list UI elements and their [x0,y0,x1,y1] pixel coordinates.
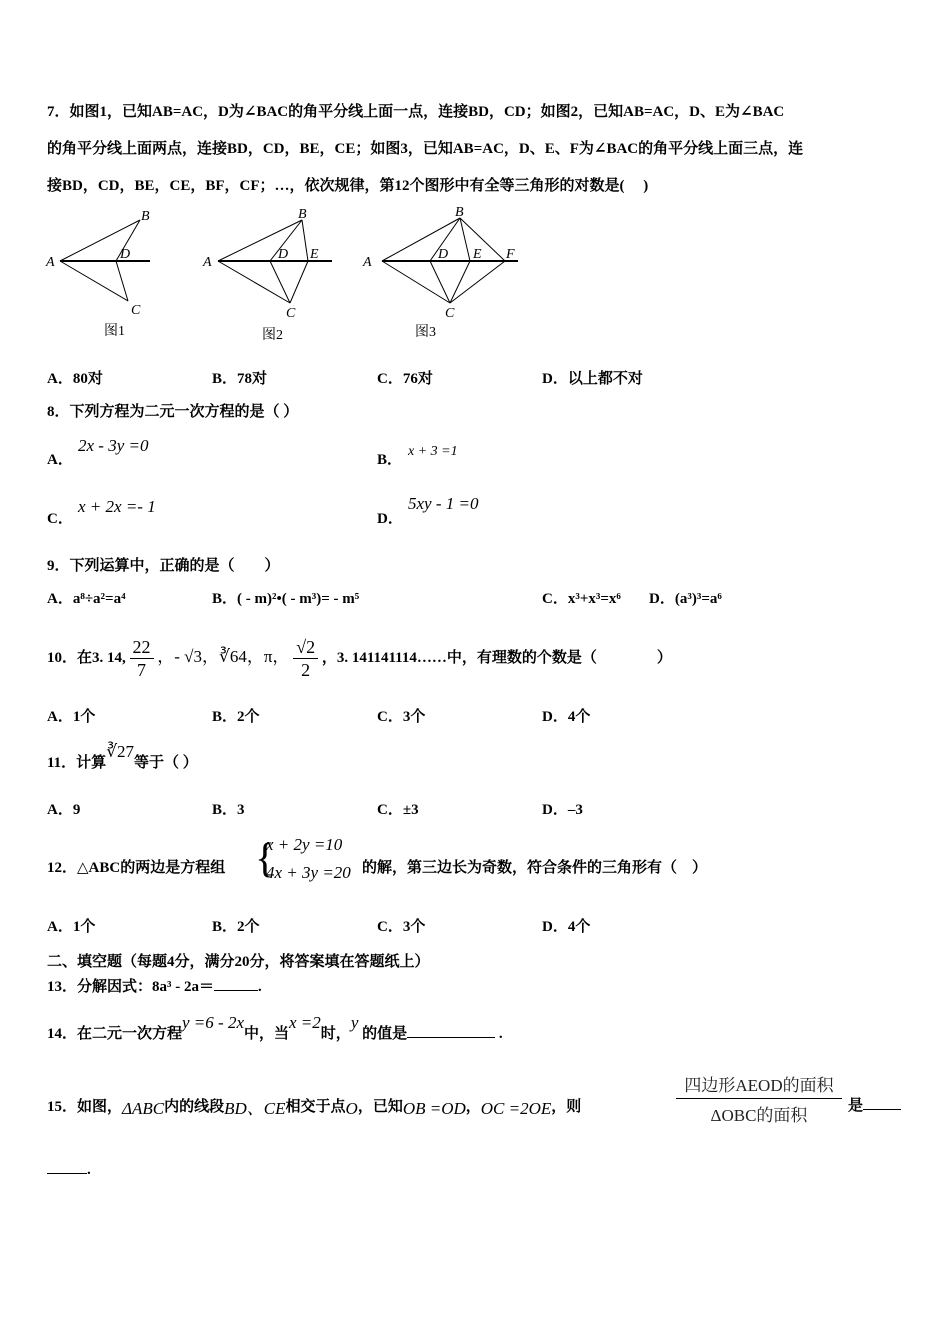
q10-option-c: C．3个 [377,709,426,725]
q15-stem [47,1097,581,1116]
figure-1 [60,220,150,301]
q10-option-a: A．1个 [47,709,96,725]
q15-text-4: ，已知 [357,1099,403,1115]
q15-math-2: BD、CE [224,1099,286,1118]
q14-text-4: 的值是 [362,1026,408,1042]
denominator: 7 [137,660,147,681]
q8-option-d: 5xy - 1 =0 [408,494,479,513]
label-e: E [473,247,482,262]
figure-line [218,220,302,261]
label-e: E [310,247,319,262]
q13-answer-blank[interactable] [214,990,258,991]
q14-text-1: 14．在二元一次方程 [47,1026,183,1042]
figure-line [450,261,505,303]
q12-option-a: A．1个 [47,919,96,935]
q9-option-c: C．x³+x³=x⁶ [542,591,621,607]
figure-1-caption: 图1 [104,324,125,339]
figure-line [290,261,308,303]
q12-option-d: D．4个 [542,919,591,935]
q14-math-1: y =6 - 2x [182,1013,244,1032]
q14-text-3: 时， [320,1026,351,1042]
q12-equation-1: x + 2y =10 [266,835,343,854]
q15-text-7: 是 [848,1098,864,1114]
label-a: A [203,255,212,270]
q12-option-c: C．3个 [377,919,426,935]
label-d: D [438,247,449,262]
q10-option-d: D．4个 [542,709,591,725]
q9-title: 9．下列运算中，正确的是（ ） [47,558,280,574]
q15-answer-blank-2[interactable] [47,1173,87,1174]
figure-line [450,261,470,303]
q15-answer-blank[interactable] [863,1109,901,1110]
numerator: 22 [130,636,154,659]
q12-prefix: 12．△ABC的两边是方程组 [47,860,226,876]
q7-line1: 7．如图1，已知AB=AC，D为∠BAC的角平分线上面一点，连接BD，CD；如图2，已知AB=AC，D、E为∠BAC [47,104,785,120]
q15-text-1: 15．如图， [47,1099,123,1115]
q8-option-a: 2x - 3y =0 [78,436,149,455]
figure-line [382,218,460,261]
q15-math-3: O [345,1099,358,1118]
q15-text-6: ，则 [551,1099,582,1115]
q11-option-a: A．9 [47,802,81,818]
q12-equation-2: 4x + 3y =20 [266,863,351,882]
q8-label-b: B． [377,452,403,468]
q12-suffix: 的解，第三边长为奇数，符合条件的三角形有（ ） [362,860,708,876]
label-d: D [278,247,289,262]
q10-option-b: B．2个 [212,709,260,725]
q7-line3: 接BD，CD，BE，CE，BF，CF；…，依次规律，第12个图形中有全等三角形的对数是( ) [47,178,649,194]
q7-option-a: A．80对 [47,371,103,387]
q10-fraction-2 [293,636,318,681]
figure-line [302,220,308,261]
q13-stem [47,978,262,996]
q7-option-d: D．以上都不对 [542,371,643,387]
q14-math-3: y [350,1013,359,1032]
q12-option-b: B．2个 [212,919,260,935]
q14-stem [47,1013,503,1043]
figure-3-caption: 图3 [415,325,436,340]
q11-math: ∛27 [106,742,135,761]
figure-2-caption: 图2 [262,328,283,343]
q8-label-c: C． [47,511,73,527]
q15-fraction [676,1071,842,1126]
q11-stem [47,742,198,772]
q13-text: 13．分解因式：8a³ - 2a＝ [47,979,214,995]
q12-brace: { [255,836,276,882]
q15-math-4: OB =OD [402,1099,466,1118]
q8-option-c: x + 2x =- 1 [78,497,156,516]
label-c: C [445,306,455,321]
q15-tail [848,1097,901,1115]
q10-prefix: 10．在3. 14, [47,650,126,666]
q15-text-3: 相交于点 [285,1099,346,1115]
q11-prefix: 11．计算 [47,755,107,771]
q15-denominator: ΔOBC的面积 [710,1106,808,1125]
q11-option-c: C．±3 [377,802,419,818]
q8-label-a: A． [47,452,73,468]
q7-option-b: B．78对 [212,371,268,387]
q15-math-1: ΔABC [122,1099,165,1118]
q14-end: . [498,1026,503,1042]
q10-stem [47,627,672,688]
q14-text-2: 中，当 [244,1026,290,1042]
numerator: √2 [293,636,318,659]
denominator: 2 [301,660,311,681]
q13-end: . [258,979,262,995]
q14-answer-blank[interactable] [407,1037,495,1038]
q9-option-b: B．( - m)²•( - m³)= - m⁵ [212,591,360,607]
label-a: A [363,255,372,270]
q11-suffix: 等于（ ） [134,755,198,771]
q15-numerator: 四边形AEOD的面积 [676,1071,842,1099]
figure-line [460,218,470,261]
q10-terms: ，- √3，∛64，π， [157,647,290,666]
q9-option-a: A．a⁸÷a²=a⁴ [47,591,126,607]
q11-option-d: D．–3 [542,802,583,818]
q10-fraction-1 [130,636,154,681]
label-b: B [141,209,150,224]
figure-line [460,218,505,261]
label-f: F [506,247,515,262]
q7-line2: 的角平分线上面两点，连接BD，CD，BE，CE；如图3，已知AB=AC，D、E、F为∠BAC的角平分线上面三点，连 [47,141,804,157]
label-b: B [298,207,307,222]
q11-option-b: B．3 [212,802,245,818]
label-b: B [455,205,464,220]
figure-line [218,261,290,303]
label-a: A [46,255,55,270]
q9-option-d: D．(a³)³=a⁶ [649,591,722,607]
q10-suffix: ，3. 141141114……中，有理数的个数是（ ） [321,650,672,666]
q8-option-b: x + 3 =1 [408,444,458,459]
section-2-heading: 二、填空题（每题4分，满分20分，将答案填在答题纸上） [47,954,430,970]
q15-math-5: OC =2OE [480,1099,552,1118]
q15-end: . [87,1162,91,1178]
q15-text-5: ， [465,1099,481,1115]
label-c: C [131,303,141,318]
q14-math-2: x =2 [289,1013,321,1032]
q15-blank-continued [47,1161,91,1179]
label-d: D [120,247,131,262]
q8-title: 8．下列方程为二元一次方程的是（ ） [47,404,299,420]
q8-label-d: D． [377,511,403,527]
label-c: C [286,306,296,321]
q7-option-c: C．76对 [377,371,433,387]
figure-3 [382,218,518,303]
q15-text-2: 内的线段 [164,1099,225,1115]
